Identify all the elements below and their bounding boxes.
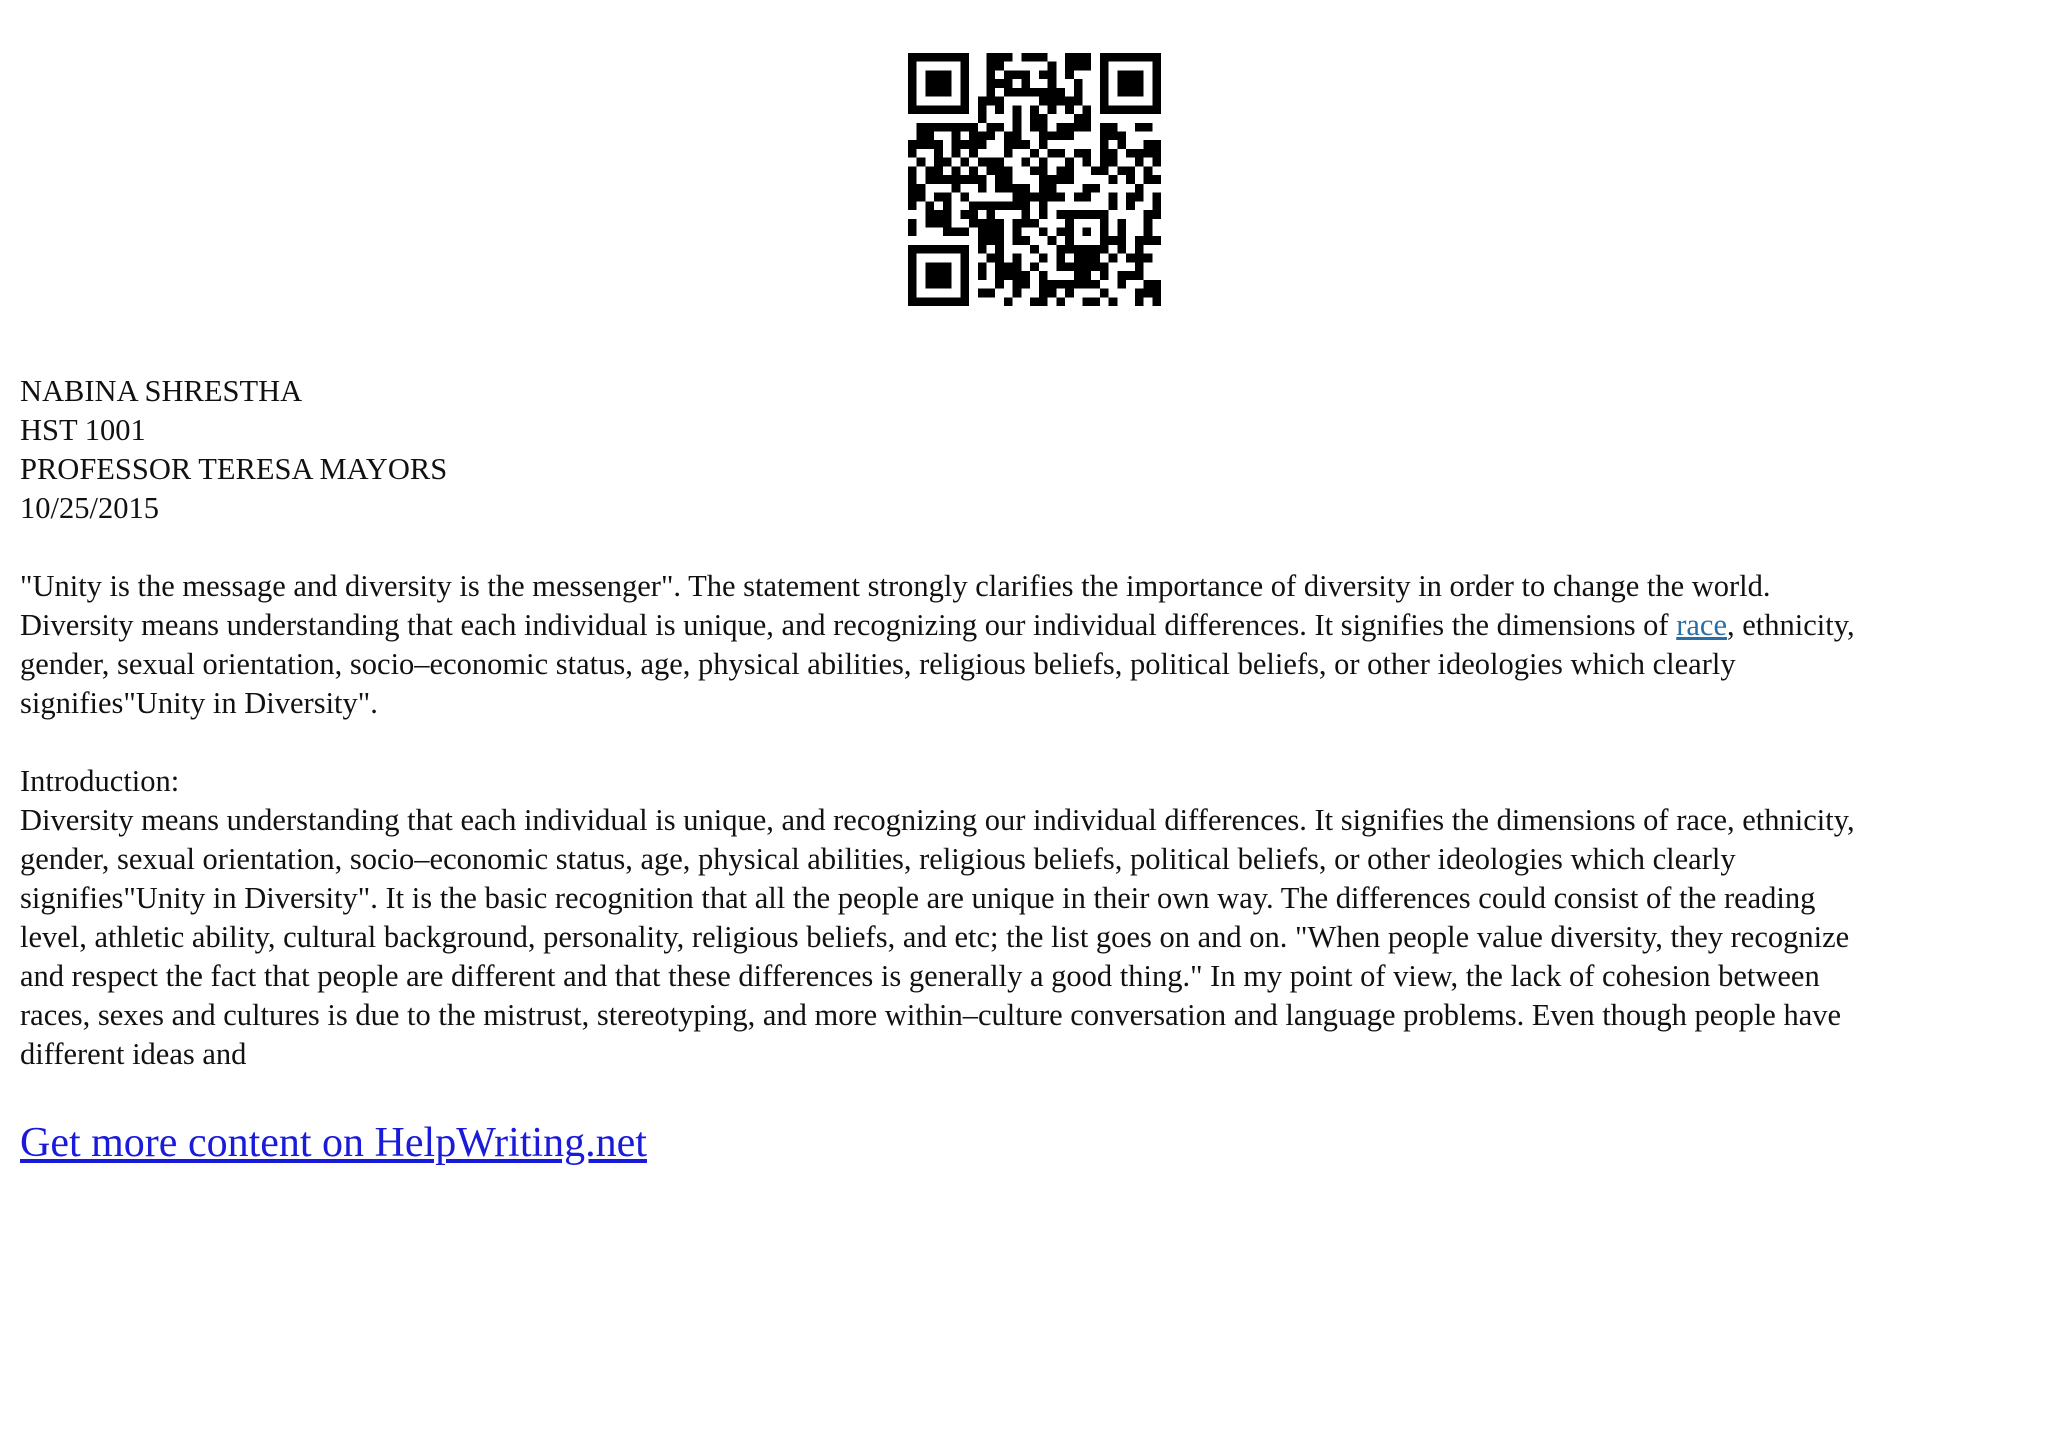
qr-code-icon	[908, 53, 1161, 306]
get-more-content-link[interactable]: Get more content on HelpWriting.net	[20, 1120, 647, 1166]
introduction-paragraph	[20, 801, 2032, 1074]
abstract-line: "Unity is the message and diversity is the messenger". The statement strongly clarifies the importance of diversity in order to change the world.	[20, 569, 1771, 603]
introduction-line: and respect the fact that people are different and that these differences is generally a good thing." In my point of view, the lack of cohesion between	[20, 959, 1820, 993]
introduction-line: level, athletic ability, cultural background, personality, religious beliefs, and etc; the list goes on and on. "When people value diversity, they recognize	[20, 920, 1850, 954]
introduction-line: different ideas and	[20, 1037, 247, 1071]
document-body	[20, 372, 2032, 1074]
abstract-line: signifies"Unity in Diversity".	[20, 686, 378, 720]
introduction-line: Diversity means understanding that each individual is unique, and recognizing our individual differences. It signifies the dimensions of race, ethnicity,	[20, 803, 1855, 837]
introduction-line: gender, sexual orientation, socio–economic status, age, physical abilities, religious beliefs, political beliefs, or other ideologies which clearly	[20, 842, 1736, 876]
author-name: NABINA SHRESTHA	[20, 374, 303, 408]
abstract-paragraph	[20, 567, 2032, 723]
abstract-line: Diversity means understanding that each individual is unique, and recognizing our individual differences. It signifies the dimensions of race, ethnicity,	[20, 608, 1855, 642]
introduction-line: races, sexes and cultures is due to the mistrust, stereotyping, and more within–culture conversation and language problems. Even though people have	[20, 998, 1842, 1032]
qr-code	[908, 53, 1161, 306]
introduction-line: signifies"Unity in Diversity". It is the basic recognition that all the people are unique in their own way. The differences could consist of the reading	[20, 881, 1816, 915]
course-code: HST 1001	[20, 413, 146, 447]
date: 10/25/2015	[20, 491, 159, 525]
abstract-line: gender, sexual orientation, socio–economic status, age, physical abilities, religious beliefs, political beliefs, or other ideologies which clearly	[20, 647, 1736, 681]
race-link[interactable]: race	[1676, 608, 1727, 642]
professor-name: PROFESSOR TERESA MAYORS	[20, 452, 448, 486]
introduction-heading: Introduction:	[20, 764, 180, 798]
